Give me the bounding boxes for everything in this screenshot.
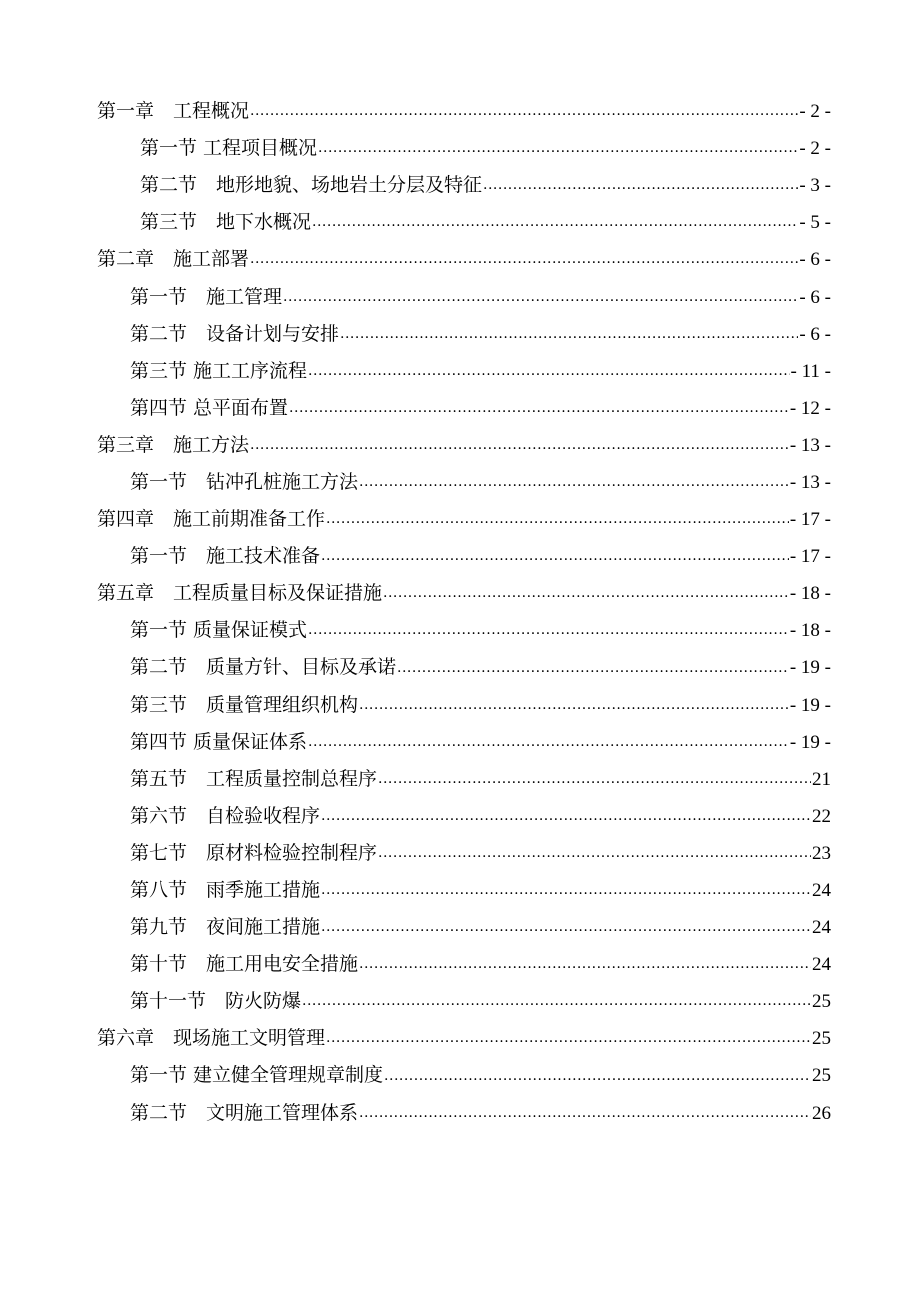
- toc-section[interactable]: [97, 204, 831, 241]
- toc-page-number: - 18 -: [789, 583, 831, 605]
- toc-page-number: - 11 -: [790, 360, 831, 382]
- toc-page-number: - 5 -: [799, 212, 831, 234]
- toc-leader: [250, 241, 798, 278]
- toc-label: 第三节 施工工序流程: [130, 353, 308, 390]
- toc-section[interactable]: [97, 353, 831, 390]
- toc-page-number: 22: [812, 805, 831, 827]
- toc-chapter-2[interactable]: [97, 241, 831, 278]
- toc-section[interactable]: [97, 130, 831, 167]
- toc-page-number: - 19 -: [789, 694, 831, 716]
- toc-page-number: 24: [812, 917, 831, 939]
- toc-section[interactable]: [97, 390, 831, 427]
- toc-page-number: 21: [812, 768, 831, 790]
- toc-leader: [321, 909, 811, 946]
- toc-leader: [312, 204, 798, 241]
- toc-leader: [378, 761, 811, 798]
- toc-page-number: - 17 -: [789, 546, 831, 568]
- toc-leader: [308, 724, 789, 761]
- toc-label: 第一章 工程概况: [97, 93, 250, 130]
- toc-section[interactable]: [97, 687, 831, 724]
- toc-label: 第二章 施工部署: [97, 241, 250, 278]
- toc-label: 第九节 夜间施工措施: [130, 909, 321, 946]
- toc-page-number: - 18 -: [789, 620, 831, 642]
- toc-chapter-3[interactable]: [97, 427, 831, 464]
- toc-page-number: - 13 -: [789, 434, 831, 456]
- toc-page-number: 23: [812, 842, 831, 864]
- toc-page-number: - 2 -: [799, 101, 831, 123]
- toc-section[interactable]: [97, 278, 831, 315]
- toc-label: 第一节 施工管理: [130, 279, 283, 316]
- toc-label: 第十一节 防火防爆: [130, 983, 302, 1020]
- toc-leader: [321, 872, 811, 909]
- toc-leader: [483, 167, 798, 204]
- toc-leader: [250, 427, 789, 464]
- toc-section[interactable]: [97, 946, 831, 983]
- toc-page-number: - 6 -: [799, 323, 831, 345]
- toc-section[interactable]: [97, 983, 831, 1020]
- toc-page-number: - 6 -: [799, 286, 831, 308]
- toc-leader: [283, 279, 798, 316]
- toc-section[interactable]: [97, 538, 831, 575]
- toc-page-number: 25: [812, 1028, 831, 1050]
- toc-label: 第三章 施工方法: [97, 427, 250, 464]
- toc-label: 第六章 现场施工文明管理: [97, 1020, 326, 1057]
- toc-leader: [359, 946, 811, 983]
- toc-section[interactable]: [97, 909, 831, 946]
- toc-leader: [397, 650, 789, 687]
- toc-section[interactable]: [97, 872, 831, 909]
- toc-page-number: - 13 -: [789, 471, 831, 493]
- toc-section[interactable]: [97, 724, 831, 761]
- toc-leader: [308, 353, 790, 390]
- toc-chapter-4[interactable]: [97, 501, 831, 538]
- toc-page-number: 26: [812, 1102, 831, 1124]
- toc-page-number: - 3 -: [799, 175, 831, 197]
- toc-label: 第三节 地下水概况: [140, 204, 312, 241]
- table-of-contents: [97, 93, 831, 1132]
- toc-label: 第一节 钻冲孔桩施工方法: [130, 464, 359, 501]
- toc-page-number: - 6 -: [799, 249, 831, 271]
- toc-label: 第二节 设备计划与安排: [130, 316, 340, 353]
- toc-page-number: - 2 -: [799, 138, 831, 160]
- toc-label: 第二节 质量方针、目标及承诺: [130, 649, 397, 686]
- toc-page-number: 25: [812, 1065, 831, 1087]
- toc-label: 第一节 工程项目概况: [140, 130, 318, 167]
- toc-leader: [289, 390, 789, 427]
- toc-section[interactable]: [97, 761, 831, 798]
- toc-leader: [359, 464, 789, 501]
- toc-page-number: - 12 -: [789, 397, 831, 419]
- toc-label: 第二节 文明施工管理体系: [130, 1095, 359, 1132]
- toc-label: 第一节 质量保证模式: [130, 612, 308, 649]
- toc-page-number: - 17 -: [789, 509, 831, 531]
- toc-section[interactable]: [97, 1057, 831, 1094]
- toc-leader: [359, 1095, 811, 1132]
- toc-chapter-5[interactable]: [97, 575, 831, 612]
- toc-leader: [340, 316, 798, 353]
- toc-section[interactable]: [97, 316, 831, 353]
- toc-leader: [326, 1020, 811, 1057]
- toc-section[interactable]: [97, 1095, 831, 1132]
- toc-page-number: - 19 -: [789, 657, 831, 679]
- toc-label: 第一节 建立健全管理规章制度: [130, 1057, 384, 1094]
- toc-leader: [321, 798, 811, 835]
- toc-section[interactable]: [97, 612, 831, 649]
- toc-leader: [383, 575, 789, 612]
- toc-page-number: 24: [812, 954, 831, 976]
- toc-leader: [302, 983, 811, 1020]
- toc-label: 第五节 工程质量控制总程序: [130, 761, 378, 798]
- toc-section[interactable]: [97, 798, 831, 835]
- toc-section[interactable]: [97, 167, 831, 204]
- toc-label: 第四节 质量保证体系: [130, 724, 308, 761]
- toc-leader: [308, 612, 789, 649]
- toc-label: 第十节 施工用电安全措施: [130, 946, 359, 983]
- toc-leader: [250, 93, 798, 130]
- toc-leader: [384, 1058, 811, 1095]
- toc-leader: [359, 687, 789, 724]
- toc-label: 第六节 自检验收程序: [130, 798, 321, 835]
- toc-label: 第七节 原材料检验控制程序: [130, 835, 378, 872]
- toc-label: 第一节 施工技术准备: [130, 538, 321, 575]
- toc-page-number: - 19 -: [789, 731, 831, 753]
- toc-label: 第四章 施工前期准备工作: [97, 501, 326, 538]
- toc-label: 第八节 雨季施工措施: [130, 872, 321, 909]
- toc-chapter-6[interactable]: [97, 1020, 831, 1057]
- toc-leader: [326, 501, 789, 538]
- toc-label: 第四节 总平面布置: [130, 390, 289, 427]
- toc-page-number: 24: [812, 880, 831, 902]
- toc-leader: [321, 538, 789, 575]
- toc-section[interactable]: [97, 835, 831, 872]
- toc-label: 第三节 质量管理组织机构: [130, 687, 359, 724]
- toc-chapter-1[interactable]: [97, 93, 831, 130]
- toc-page-number: 25: [812, 991, 831, 1013]
- toc-section[interactable]: [97, 464, 831, 501]
- toc-leader: [318, 130, 798, 167]
- toc-section[interactable]: [97, 649, 831, 686]
- toc-label: 第二节 地形地貌、场地岩土分层及特征: [140, 167, 483, 204]
- toc-leader: [378, 835, 811, 872]
- toc-label: 第五章 工程质量目标及保证措施: [97, 575, 383, 612]
